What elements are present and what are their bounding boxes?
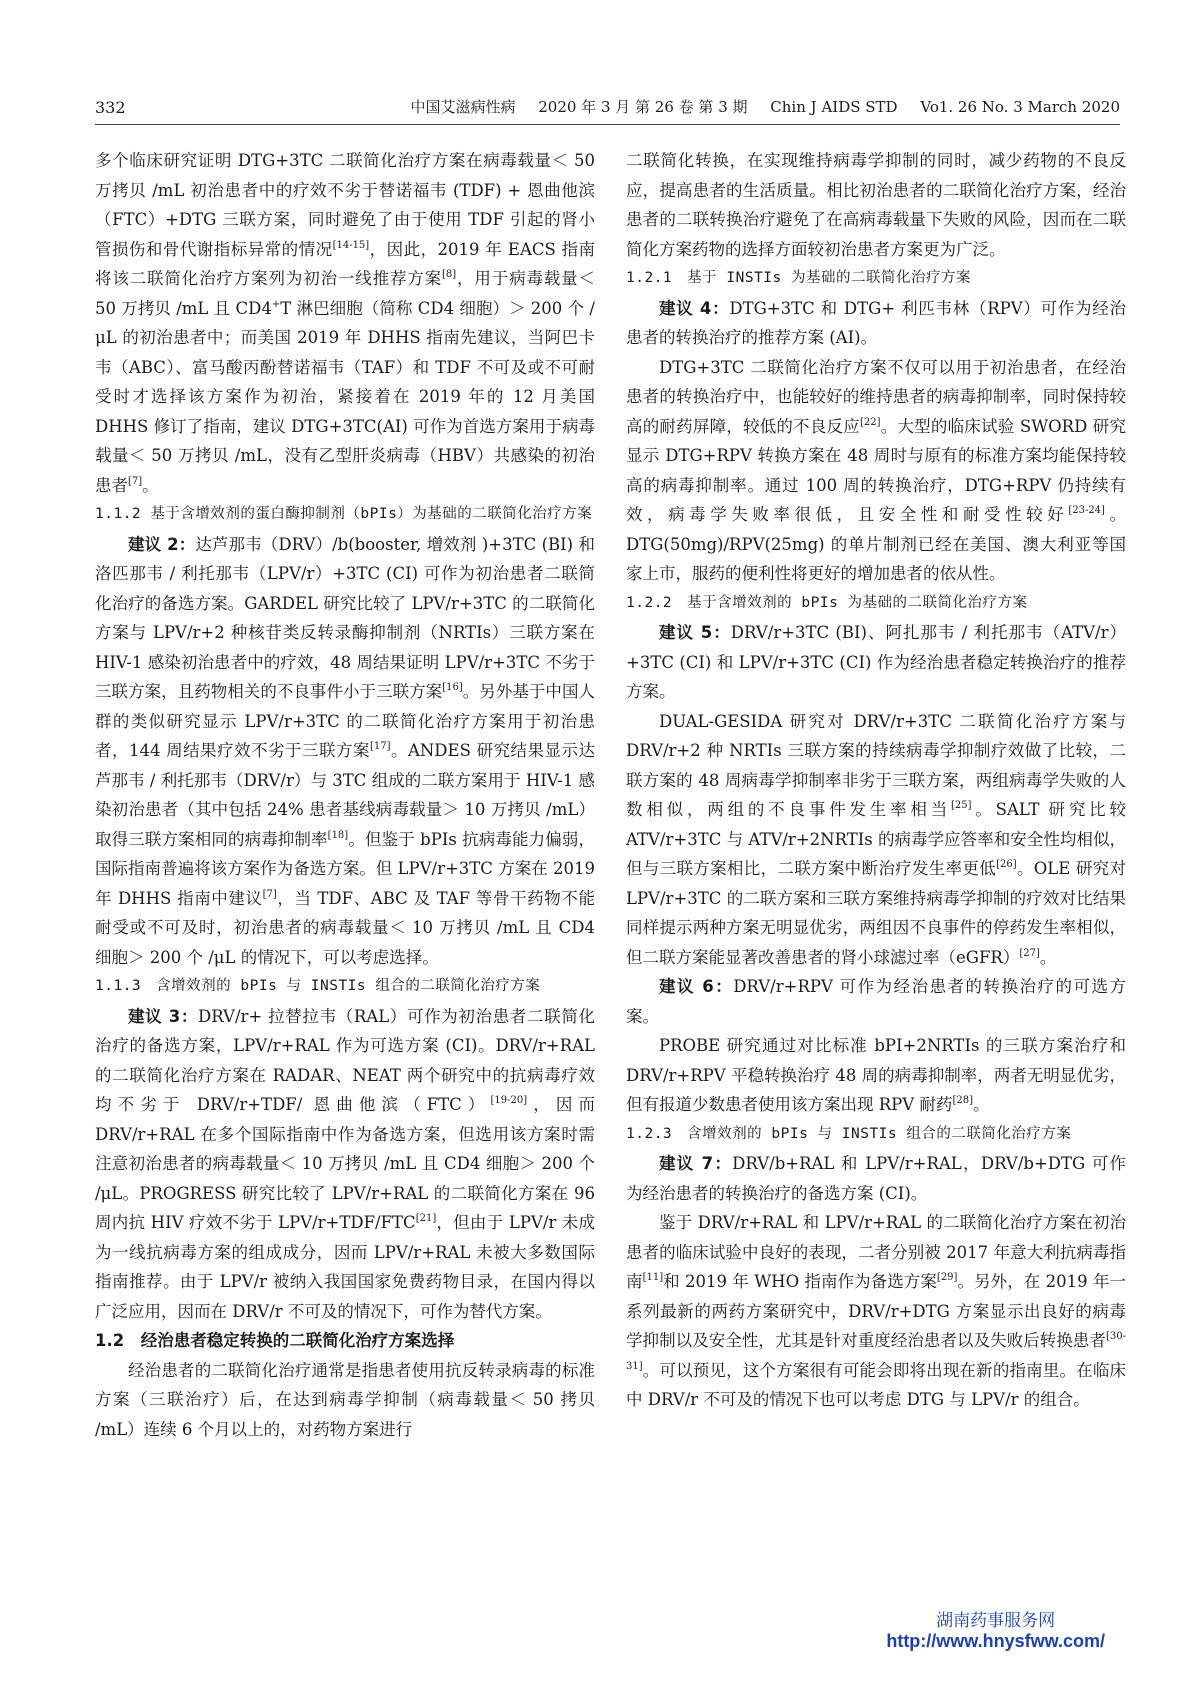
section-heading-1-1-2: 1.1.2 基于含增效剂的蛋白酶抑制剂（bPIs）为基础的二联简化治疗方案 [95,506,593,522]
recommendation-2: 建议 2：达芦那韦（DRV）/b(booster, 增效剂 )+3TC (BI) 和洛匹那韦 / 利托那韦（LPV/r）+3TC (CI) 可作为初治患者二联简化治疗的备选方案。GARDEL 研究比较了 LPV/r+3TC 的二联简化方案与 LPV/r+2 种核苷类反转录酶抑制剂（NRTIs）三联方案在 HIV-1 感染初治患者中的疗效，48 周结果证明 LPV/r+3TC 不劣于三联方案，且药物相关的不良事件小于三联方案[16]。另外基于中国人群的类似研究显示 LPV/r+3TC 的二联简化治疗方案用于初治患者，144 周结果疗效不劣于三联方案[17]。ANDES 研究结果显示达芦那韦 / 利托那韦（DRV/r）与 3TC 组成的二联方案用于 HIV-1 感染初治患者（其中包括 24% 患者基线病毒载量＞ 10 万拷贝 /mL）取得三联方案相同的病毒抑制率[18]。但鉴于 bPIs 抗病毒能力偏弱，国际指南普遍将该方案作为备选方案。但 LPV/r+3TC 方案在 2019 年 DHHS 指南中建议[7]，当 TDF、ABC 及 TAF 等骨干药物不能耐受或不可及时，初治患者的病毒载量＜ 10 万拷贝 /mL 且 CD4 细胞＞ 200 个 /μL 的情况下，可以考虑选择。 [95,534,596,967]
section-heading-1-1-3: 1.1.3 含增效剂的 bPIs 与 INSTIs 组合的二联简化治疗方案 [95,978,541,994]
issue-info-cn: 2020 年 3 月 第 26 卷 第 3 期 [538,98,748,116]
recommendation-4: 建议 4：DTG+3TC 和 DTG+ 利匹韦林（RPV）可作为经治患者的转换治疗的推荐方案 (AI)。 [626,298,1126,347]
section-heading-1-2-3: 1.2.3 含增效剂的 bPIs 与 INSTIs 组合的二联简化治疗方案 [626,1125,1072,1142]
paragraph: DUAL-GESIDA 研究对 DRV/r+3TC 二联简化治疗方案与 DRV/r+2 种 NRTIs 三联方案的持续病毒学抑制疗效做了比较，二联方案的 48 周病毒学抑制率非劣于三联方案，两组病毒学失败的人数相似，两组的不良事件发生率相当[25]。SALT 研究比较 ATV/r+3TC 与 ATV/r+2NRTIs 的病毒学应答率和安全性均相似，但与三联方案相比，二联方案中断治疗发生率更低[26]。OLE 研究对 LPV/r+3TC 的二联方案和三联方案维持病毒学抑制的疗效对比结果同样提示两种方案无明显优劣，两组因不良事件的停药发生率相似，但二联方案能显著改善患者的肾小球滤过率（eGFR）[27]。 [626,711,1127,967]
journal-name-en: Chin J AIDS STD [770,98,898,116]
paragraph: 经治患者的二联简化治疗通常是指患者使用抗反转录病毒的标准方案（三联治疗）后，在达到病毒学抑制（病毒载量＜ 50 拷贝 /mL）连续 6 个月以上的，对药物方案进行 [95,1360,595,1439]
watermark-url[interactable]: http://www.hnysfww.com/ [886,1631,1105,1651]
recommendation-7: 建议 7：DRV/b+RAL 和 LPV/r+RAL，DRV/b+DTG 可作为经治患者的转换治疗的备选方案 (CI)。 [626,1154,1126,1203]
running-header [95,94,1120,125]
journal-name-cn: 中国艾滋病性病 [410,98,516,116]
section-heading-1-2: 1.2 经治患者稳定转换的二联简化治疗方案选择 [95,1331,455,1350]
paragraph: 鉴于 DRV/r+RAL 和 LPV/r+RAL 的二联简化治疗方案在初治患者的临床试验中良好的表现，二者分别被 2017 年意大利抗病毒指南[11]和 2019 年 WHO 指南作为备选方案[29]。另外，在 2019 年一系列最新的两药方案研究中，DRV/r+DTG 方案显示出良好的病毒学抑制以及安全性，尤其是针对重度经治患者以及失败后转换患者[30-31]。可以预见，这个方案很有可能会即将出现在新的指南里。在临床中 DRV/r 不可及的情况下也可以考虑 DTG 与 LPV/r 的组合。 [626,1213,1127,1409]
watermark [886,1606,1105,1652]
paragraph: DTG+3TC 二联简化治疗方案不仅可以用于初治患者，在经治患者的转换治疗中，也能较好的维持患者的病毒抑制率，同时保持较高的耐药屏障，较低的不良反应[22]。大型的临床试验 SWORD 研究显示 DTG+RPV 转换方案在 48 周时与原有的标准方案均能保持较高的病毒抑制率。通过 100 周的转换治疗，DTG+RPV 仍持续有效，病毒学失败率很低，且安全性和耐受性较好[23-24]。DTG(50mg)/RPV(25mg) 的单片制剂已经在美国、澳大利亚等国家上市，服药的便利性将更好的增加患者的依从性。 [626,357,1127,583]
paragraph: 多个临床研究证明 DTG+3TC 二联简化治疗方案在病毒载量＜ 50 万拷贝 /mL 初治患者中的疗效不劣于替诺福韦 (TDF) + 恩曲他滨（FTC）+DTG 三联方案，同时避免了由于使用 TDF 引起的肾小管损伤和骨代谢指标异常的情况[14-15]，因此，2019 年 EACS 指南将该二联简化治疗方案列为初治一线推荐方案[8]，用于病毒载量＜ 50 万拷贝 /mL 且 CD4+T 淋巴细胞（简称 CD4 细胞）＞ 200 个 /μL 的初治患者中；而美国 2019 年 DHHS 指南先建议，当阿巴卡韦（ABC）、富马酸丙酚替诺福韦（TAF）和 TDF 不可及或不可耐受时才选择该方案作为初治，紧接着在 2019 年的 12 月美国 DHHS 修订了指南，建议 DTG+3TC(AI) 可作为首选方案用于病毒载量＜ 50 万拷贝 /mL，没有乙型肝炎病毒（HBV）共感染的初治患者[7]。 [95,151,596,495]
paragraph: PROBE 研究通过对比标准 bPI+2NRTIs 的三联方案治疗和 DRV/r+RPV 平稳转换治疗 48 周的病毒抑制率，两者无明显优劣，但有报道少数患者使用该方案出现 RPV 耐药[28]。 [626,1036,1126,1114]
right-column [626,146,1126,1415]
issue-info-en: Vo1. 26 No. 3 March 2020 [920,98,1120,116]
page-number: 332 [95,98,126,117]
recommendation-3: 建议 3：DRV/r+ 拉替拉韦（RAL）可作为初治患者二联简化治疗的备选方案，LPV/r+RAL 作为可选方案 (CI)。DRV/r+RAL 的二联简化治疗方案在 RADAR、NEAT 两个研究中的抗病毒疗效均不劣于 DRV/r+TDF/ 恩曲他滨（FTC）[19-20]，因而 DRV/r+RAL 在多个国际指南中作为备选方案，但选用该方案时需注意初治患者的病毒载量＜ 10 万拷贝 /mL 且 CD4 细胞＞ 200 个 /μL。PROGRESS 研究比较了 LPV/r+RAL 的二联简化方案在 96 周内抗 HIV 疗效不劣于 LPV/r+TDF/FTC[21]，但由于 LPV/r 未成为一线抗病毒方案的组成成分，因而 LPV/r+RAL 未被大多数国际指南推荐。由于 LPV/r 被纳入我国国家免费药物目录，在国内得以广泛应用，因而在 DRV/r 不可及的情况下，可作为替代方案。 [95,1006,596,1321]
journal-info [392,96,1120,117]
recommendation-5: 建议 5：DRV/r+3TC (BI)、阿扎那韦 / 利托那韦（ATV/r）+3TC (CI) 和 LPV/r+3TC (CI) 作为经治患者稳定转换治疗的推荐方案。 [626,623,1126,701]
paragraph: 二联简化转换，在实现维持病毒学抑制的同时，减少药物的不良反应，提高患者的生活质量。相比初治患者的二联简化治疗方案，经治患者的二联转换治疗避免了在高病毒载量下失败的风险，因而在二联简化方案药物的选择方面较初治患者方案更为广泛。 [626,151,1126,259]
watermark-site-name: 湖南药事服务网 [936,1611,1056,1630]
recommendation-6: 建议 6：DRV/r+RPV 可作为经治患者的转换治疗的可选方案。 [626,977,1126,1026]
section-heading-1-2-2: 1.2.2 基于含增效剂的 bPIs 为基础的二联简化治疗方案 [626,594,1028,611]
section-heading-1-2-1: 1.2.1 基于 INSTIs 为基础的二联简化治疗方案 [626,270,971,286]
left-column [95,146,595,1444]
